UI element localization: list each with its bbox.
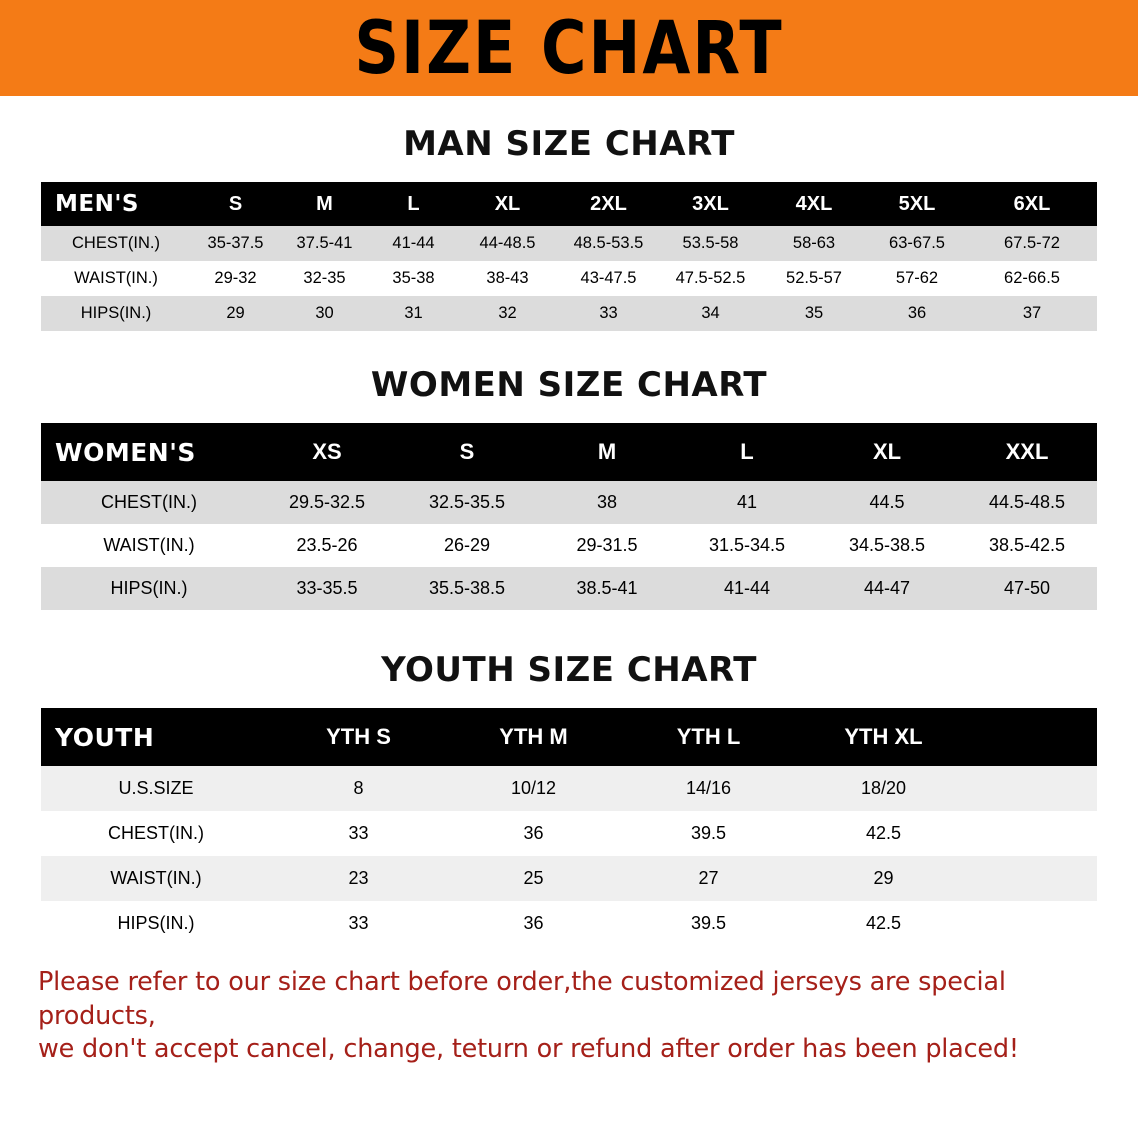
women-chest-l: 41 <box>677 481 817 524</box>
women-hips-xl: 44-47 <box>817 567 957 610</box>
youth-size-table <box>41 708 1097 946</box>
women-col-4: L <box>677 423 817 481</box>
youth-ussize-m: 10/12 <box>446 766 621 811</box>
youth-chest-m: 36 <box>446 811 621 856</box>
women-chest-xxl: 44.5-48.5 <box>957 481 1097 524</box>
men-chest-3xl: 53.5-58 <box>660 226 761 261</box>
youth-hips-spacer <box>971 901 1097 946</box>
youth-ussize-xl: 18/20 <box>796 766 971 811</box>
men-hips-3xl: 34 <box>660 296 761 331</box>
women-waist-xs: 23.5-26 <box>257 524 397 567</box>
men-col-1: S <box>191 182 280 226</box>
youth-ussize-l: 14/16 <box>621 766 796 811</box>
women-waist-xl: 34.5-38.5 <box>817 524 957 567</box>
men-table-header-row <box>41 182 1097 226</box>
men-waist-xl: 38-43 <box>458 261 557 296</box>
men-col-4: XL <box>458 182 557 226</box>
youth-hips-s: 33 <box>271 901 446 946</box>
men-col-9: 6XL <box>967 182 1097 226</box>
men-chest-5xl: 63-67.5 <box>867 226 967 261</box>
men-waist-5xl: 57-62 <box>867 261 967 296</box>
table-row <box>41 811 1097 856</box>
women-waist-s: 26-29 <box>397 524 537 567</box>
women-col-2: S <box>397 423 537 481</box>
youth-hips-xl: 42.5 <box>796 901 971 946</box>
men-waist-s: 29-32 <box>191 261 280 296</box>
women-hips-xxl: 47-50 <box>957 567 1097 610</box>
women-corner-label: WOMEN'S <box>41 423 257 481</box>
table-row <box>41 901 1097 946</box>
men-col-2: M <box>280 182 369 226</box>
men-row-label-chest: CHEST(IN.) <box>41 226 191 261</box>
men-chest-xl: 44-48.5 <box>458 226 557 261</box>
disclaimer-line-1: Please refer to our size chart before order,the customized jerseys are special products, <box>38 967 1006 1031</box>
page-title: SIZE CHART <box>354 4 784 91</box>
men-hips-m: 30 <box>280 296 369 331</box>
men-chest-m: 37.5-41 <box>280 226 369 261</box>
youth-col-3: YTH L <box>621 708 796 766</box>
disclaimer-line-2: we don't accept cancel, change, teturn or refund after order has been placed! <box>38 1034 1019 1065</box>
banner <box>0 0 1138 96</box>
men-hips-l: 31 <box>369 296 458 331</box>
youth-chest-spacer <box>971 811 1097 856</box>
youth-waist-s: 23 <box>271 856 446 901</box>
youth-hips-l: 39.5 <box>621 901 796 946</box>
men-corner-label: MEN'S <box>41 182 191 226</box>
men-hips-xl: 32 <box>458 296 557 331</box>
women-col-1: XS <box>257 423 397 481</box>
women-hips-l: 41-44 <box>677 567 817 610</box>
youth-row-label-ussize: U.S.SIZE <box>41 766 271 811</box>
women-chest-xl: 44.5 <box>817 481 957 524</box>
men-col-3: L <box>369 182 458 226</box>
men-waist-4xl: 52.5-57 <box>761 261 867 296</box>
youth-waist-xl: 29 <box>796 856 971 901</box>
youth-chest-l: 39.5 <box>621 811 796 856</box>
men-row-label-waist: WAIST(IN.) <box>41 261 191 296</box>
women-col-6: XXL <box>957 423 1097 481</box>
men-col-8: 5XL <box>867 182 967 226</box>
youth-hips-m: 36 <box>446 901 621 946</box>
men-hips-6xl: 37 <box>967 296 1097 331</box>
women-col-5: XL <box>817 423 957 481</box>
youth-col-2: YTH M <box>446 708 621 766</box>
women-row-label-waist: WAIST(IN.) <box>41 524 257 567</box>
men-waist-2xl: 43-47.5 <box>557 261 660 296</box>
women-hips-m: 38.5-41 <box>537 567 677 610</box>
youth-ussize-spacer <box>971 766 1097 811</box>
men-col-6: 3XL <box>660 182 761 226</box>
women-waist-l: 31.5-34.5 <box>677 524 817 567</box>
women-chest-s: 32.5-35.5 <box>397 481 537 524</box>
disclaimer-note <box>38 966 1100 1067</box>
women-table-header-row <box>41 423 1097 481</box>
men-col-5: 2XL <box>557 182 660 226</box>
table-row <box>41 261 1097 296</box>
table-row <box>41 226 1097 261</box>
women-size-table <box>41 423 1097 610</box>
youth-row-label-hips: HIPS(IN.) <box>41 901 271 946</box>
women-row-label-hips: HIPS(IN.) <box>41 567 257 610</box>
women-waist-xxl: 38.5-42.5 <box>957 524 1097 567</box>
men-waist-l: 35-38 <box>369 261 458 296</box>
youth-col-spacer <box>971 708 1097 766</box>
youth-row-label-waist: WAIST(IN.) <box>41 856 271 901</box>
man-section-heading: MAN SIZE CHART <box>403 124 735 164</box>
youth-section-heading: YOUTH SIZE CHART <box>381 650 757 690</box>
men-chest-2xl: 48.5-53.5 <box>557 226 660 261</box>
women-chest-m: 38 <box>537 481 677 524</box>
men-chest-4xl: 58-63 <box>761 226 867 261</box>
table-row <box>41 296 1097 331</box>
men-hips-s: 29 <box>191 296 280 331</box>
youth-ussize-s: 8 <box>271 766 446 811</box>
youth-col-4: YTH XL <box>796 708 971 766</box>
youth-waist-l: 27 <box>621 856 796 901</box>
table-row <box>41 856 1097 901</box>
men-hips-4xl: 35 <box>761 296 867 331</box>
men-col-7: 4XL <box>761 182 867 226</box>
women-waist-m: 29-31.5 <box>537 524 677 567</box>
table-row <box>41 766 1097 811</box>
women-hips-s: 35.5-38.5 <box>397 567 537 610</box>
youth-corner-label: YOUTH <box>41 708 271 766</box>
men-waist-m: 32-35 <box>280 261 369 296</box>
women-chest-xs: 29.5-32.5 <box>257 481 397 524</box>
women-hips-xs: 33-35.5 <box>257 567 397 610</box>
men-waist-6xl: 62-66.5 <box>967 261 1097 296</box>
women-row-label-chest: CHEST(IN.) <box>41 481 257 524</box>
men-chest-s: 35-37.5 <box>191 226 280 261</box>
women-section-heading: WOMEN SIZE CHART <box>370 365 768 405</box>
youth-chest-s: 33 <box>271 811 446 856</box>
youth-waist-spacer <box>971 856 1097 901</box>
men-waist-3xl: 47.5-52.5 <box>660 261 761 296</box>
youth-col-1: YTH S <box>271 708 446 766</box>
women-col-3: M <box>537 423 677 481</box>
table-row <box>41 567 1097 610</box>
youth-waist-m: 25 <box>446 856 621 901</box>
men-row-label-hips: HIPS(IN.) <box>41 296 191 331</box>
men-chest-l: 41-44 <box>369 226 458 261</box>
table-row <box>41 524 1097 567</box>
youth-row-label-chest: CHEST(IN.) <box>41 811 271 856</box>
youth-table-header-row <box>41 708 1097 766</box>
men-hips-5xl: 36 <box>867 296 967 331</box>
men-chest-6xl: 67.5-72 <box>967 226 1097 261</box>
youth-chest-xl: 42.5 <box>796 811 971 856</box>
men-hips-2xl: 33 <box>557 296 660 331</box>
men-size-table <box>41 182 1097 331</box>
table-row <box>41 481 1097 524</box>
